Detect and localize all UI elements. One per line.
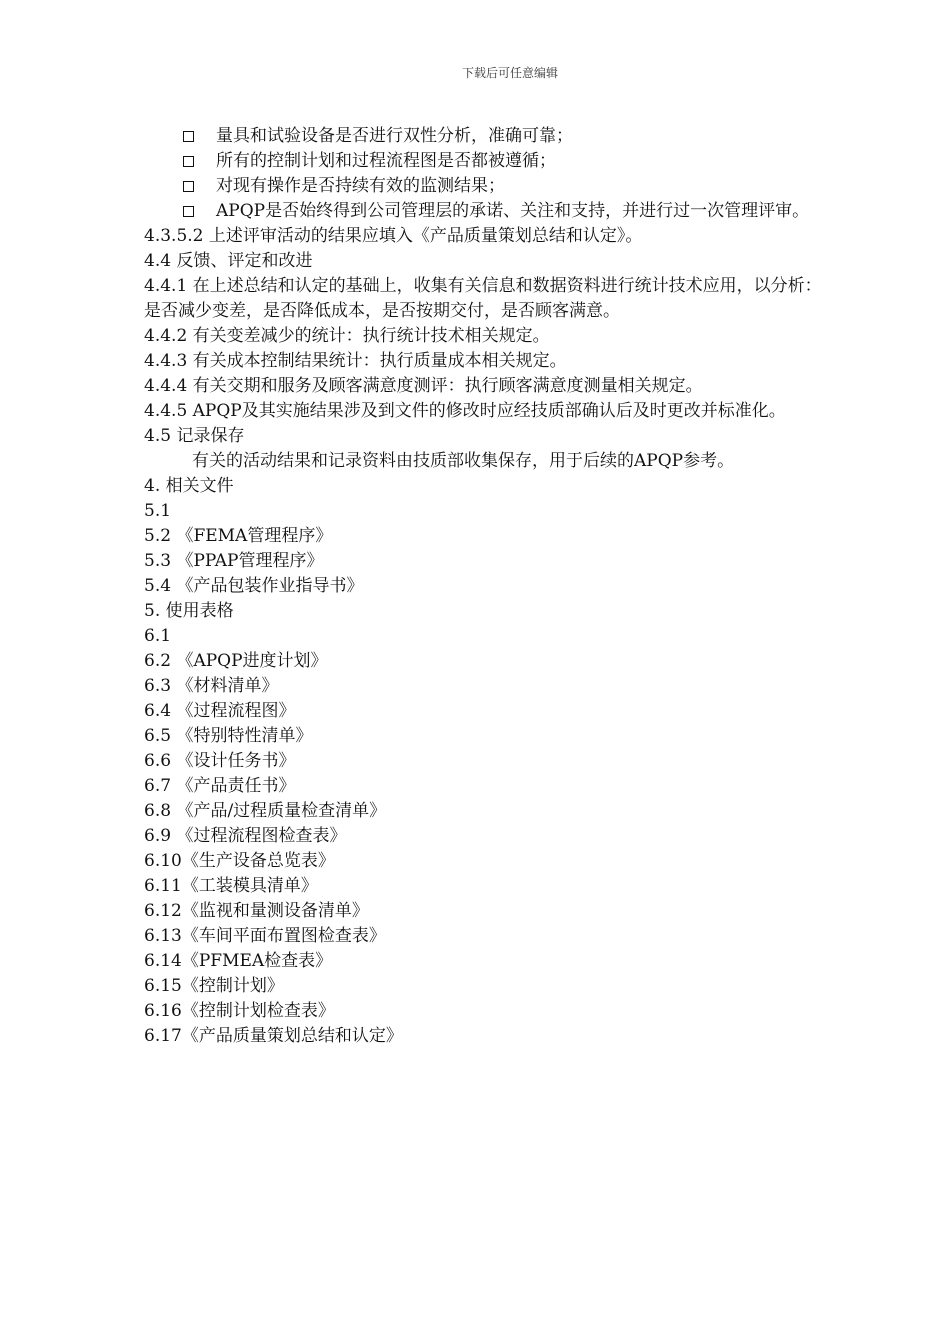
paragraph-line: 4.4.5 APQP及其实施结果涉及到文件的修改时应经技质部确认后及时更改并标准化。 <box>144 401 786 421</box>
list-item: 6.10《生产设备总览表》 <box>144 851 335 871</box>
list-item: 6.16《控制计划检查表》 <box>144 1001 335 1021</box>
paragraph-line: 4.4.2 有关变差减少的统计：执行统计技术相关规定。 <box>144 326 550 346</box>
checklist-item-text: 对现有操作是否持续有效的监测结果； <box>216 176 505 196</box>
checklist-item <box>183 174 809 199</box>
list-item: 6.3 《材料清单》 <box>144 676 279 696</box>
paragraph-line: 4.3.5.2 上述评审活动的结果应填入《产品质量策划总结和认定》。 <box>144 226 643 246</box>
checklist-item-text: 所有的控制计划和过程流程图是否都被遵循； <box>216 151 556 171</box>
document-body <box>144 224 904 1049</box>
list-item: 6.14《PFMEA检查表》 <box>144 951 333 971</box>
list-item: 6.12《监视和量测设备清单》 <box>144 901 369 921</box>
paragraph-line: 4.4.1 在上述总结和认定的基础上，收集有关信息和数据资料进行统计技术应用，以分析： <box>144 276 822 296</box>
list-item: 6.1 <box>144 626 172 646</box>
paragraph-line: 有关的活动结果和记录资料由技质部收集保存，用于后续的APQP参考。 <box>192 451 735 471</box>
list-item: 6.13《车间平面布置图检查表》 <box>144 926 386 946</box>
checkbox-square-icon <box>183 131 194 142</box>
paragraph-line: 4.4.3 有关成本控制结果统计：执行质量成本相关规定。 <box>144 351 567 371</box>
list-item: 6.5 《特别特性清单》 <box>144 726 313 746</box>
list-item: 6.9 《过程流程图检查表》 <box>144 826 347 846</box>
checkbox-square-icon <box>183 181 194 192</box>
checklist-item <box>183 199 809 224</box>
section-heading: 4. 相关文件 <box>144 476 234 496</box>
list-item: 5.2 《FEMA管理程序》 <box>144 526 333 546</box>
checklist <box>183 124 809 224</box>
list-item: 6.17《产品质量策划总结和认定》 <box>144 1026 403 1046</box>
list-item: 5.4 《产品包装作业指导书》 <box>144 576 364 596</box>
checklist-item-text: APQP是否始终得到公司管理层的承诺、关注和支持，并进行过一次管理评审。 <box>216 201 810 221</box>
paragraph-line: 4.4.4 有关交期和服务及顾客满意度测评：执行顾客满意度测量相关规定。 <box>144 376 703 396</box>
list-item: 5.3 《PPAP管理程序》 <box>144 551 324 571</box>
list-item: 5.1 <box>144 501 172 521</box>
checklist-item <box>183 124 809 149</box>
list-item: 6.6 《设计任务书》 <box>144 751 296 771</box>
list-item: 6.4 《过程流程图》 <box>144 701 296 721</box>
section-heading: 5. 使用表格 <box>144 601 234 621</box>
page-header-note: 下载后可任意编辑 <box>461 66 558 80</box>
checkbox-square-icon <box>183 206 194 217</box>
checkbox-square-icon <box>183 156 194 167</box>
list-item: 6.2 《APQP进度计划》 <box>144 651 328 671</box>
paragraph-line: 是否减少变差，是否降低成本，是否按期交付，是否顾客满意。 <box>144 301 620 321</box>
list-item: 6.15《控制计划》 <box>144 976 284 996</box>
checklist-item <box>183 149 809 174</box>
section-heading: 4.5 记录保存 <box>144 426 245 446</box>
list-item: 6.11《工装模具清单》 <box>144 876 318 896</box>
checklist-item-text: 量具和试验设备是否进行双性分析，准确可靠； <box>216 126 573 146</box>
list-item: 6.7 《产品责任书》 <box>144 776 296 796</box>
section-heading: 4.4 反馈、评定和改进 <box>144 251 313 271</box>
list-item: 6.8 《产品/过程质量检查清单》 <box>144 801 387 821</box>
